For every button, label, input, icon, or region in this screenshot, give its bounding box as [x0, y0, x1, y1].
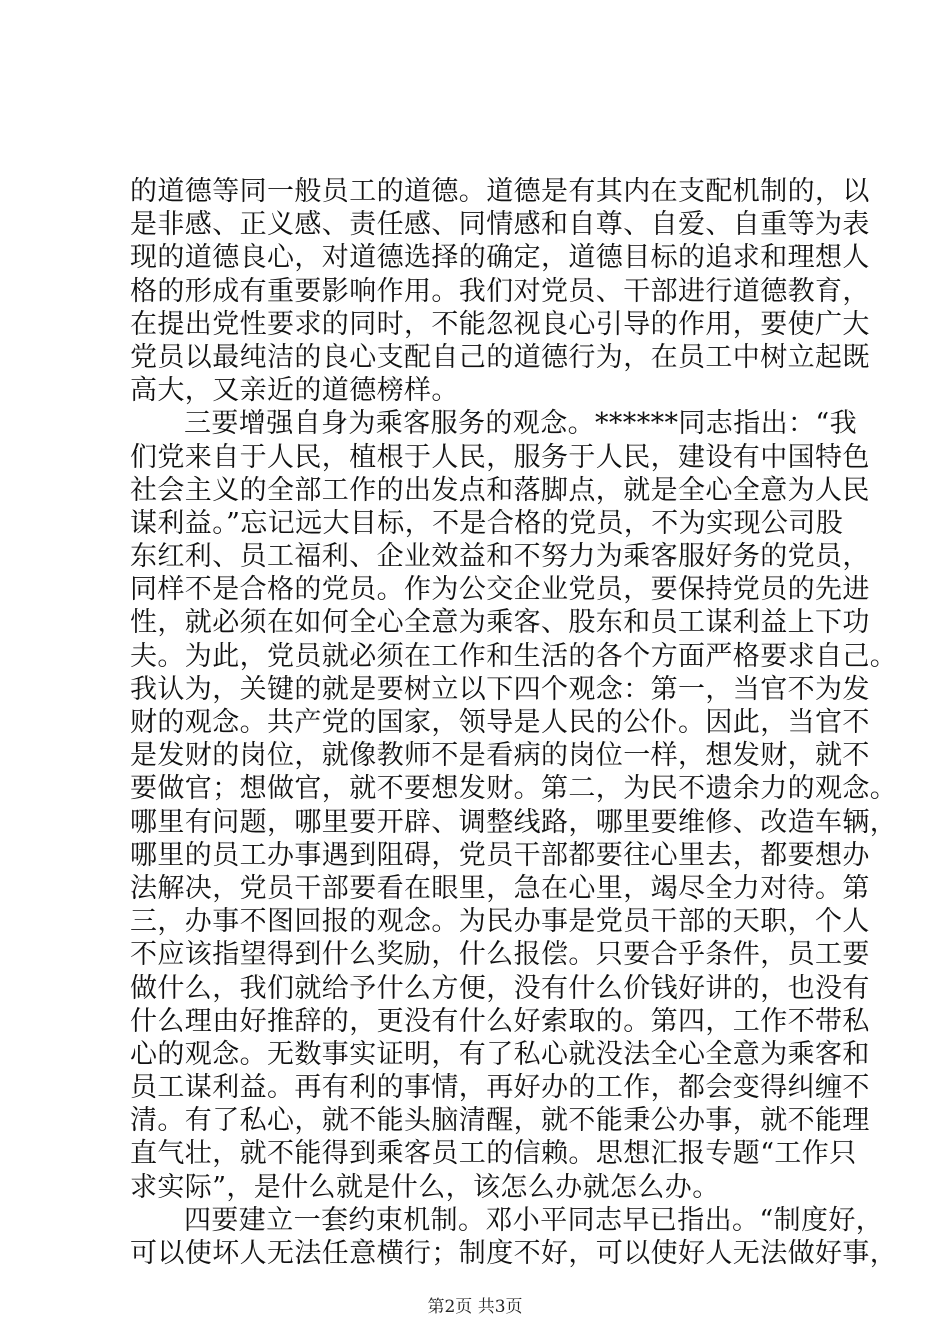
page-footer: 第2页 共3页	[427, 1297, 523, 1317]
text-line: 同样不是合格的党员。作为公交企业党员，要保持党员的先进	[130, 574, 870, 606]
text-line: 格的形成有重要影响作用。我们对党员、干部进行道德教育，	[130, 275, 870, 307]
text-line: 的道德等同一般员工的道德。道德是有其内在支配机制的，以	[130, 176, 870, 207]
text-line: 现的道德良心，对道德选择的确定，道德目标的追求和理想人	[130, 242, 870, 274]
text-line: 四要建立一套约束机制。邓小平同志早已指出。“制度好，	[184, 1204, 884, 1236]
text-line: 们党来自于人民，植根于人民，服务于人民，建设有中国特色	[130, 441, 870, 473]
text-line: 要做官；想做官，就不要想发财。第二，为民不遗余力的观念。	[130, 773, 898, 805]
text-line: 在提出党性要求的同时，不能忽视良心引导的作用，要使广大	[130, 308, 870, 340]
text-line: 心的观念。无数事实证明，有了私心就没法全心全意为乘客和	[130, 1038, 870, 1070]
text-line: 法解决，党员干部要看在眼里，急在心里，竭尽全力对待。第	[130, 872, 870, 904]
text-line: 高大，又亲近的道德榜样。	[130, 375, 459, 407]
text-line: 三，办事不图回报的观念。为民办事是党员干部的天职，个人	[130, 906, 870, 938]
text-line: 哪里的员工办事遇到阻碍，党员干部都要往心里去，都要想办	[130, 839, 870, 871]
text-line: 求实际”，是什么就是什么，该怎么办就怎么办。	[130, 1171, 720, 1203]
text-line: 夫。为此，党员就必须在工作和生活的各个方面严格要求自己。	[130, 640, 898, 672]
text-line: 直气壮，就不能得到乘客员工的信赖。思想汇报专题“工作只	[130, 1138, 857, 1170]
text-line: 做什么，我们就给予什么方便，没有什么价钱好讲的，也没有	[130, 972, 870, 1004]
body-text	[130, 175, 898, 1270]
text-line: 什么理由好推辞的，更没有什么好索取的。第四，工作不带私	[130, 1005, 870, 1037]
text-line: 社会主义的全部工作的出发点和落脚点，就是全心全意为人民	[130, 474, 870, 506]
text-line: 清。有了私心，就不能头脑清醒，就不能秉公办事，就不能理	[130, 1105, 870, 1137]
text-line: 是非感、正义感、责任感、同情感和自尊、自爱、自重等为表	[130, 209, 870, 241]
text-line: 谋利益。”忘记远大目标，不是合格的党员，不为实现公司股	[130, 507, 844, 539]
text-line: 员工谋利益。再有利的事情，再好办的工作，都会变得纠缠不	[130, 1072, 870, 1104]
text-line: 哪里有问题，哪里要开辟、调整线路，哪里要维修、改造车辆，	[130, 806, 898, 838]
text-line: 性，就必须在如何全心全意为乘客、股东和员工谋利益上下功	[130, 607, 870, 639]
text-line: 东红利、员工福利、企业效益和不努力为乘客服好务的党员，	[130, 541, 870, 573]
text-line: 三要增强自身为乘客服务的观念。******同志指出：“我	[184, 408, 858, 440]
text-line: 我认为，关键的就是要树立以下四个观念：第一，当官不为发	[130, 673, 870, 705]
text-line: 党员以最纯洁的良心支配自己的道德行为，在员工中树立起既	[130, 341, 870, 373]
text-line: 是发财的岗位，就像教师不是看病的岗位一样，想发财，就不	[130, 740, 870, 772]
text-line: 可以使坏人无法任意横行；制度不好，可以使好人无法做好事，	[130, 1238, 898, 1269]
text-line: 不应该指望得到什么奖励，什么报偿。只要合乎条件，员工要	[130, 939, 870, 971]
text-line: 财的观念。共产党的国家，领导是人民的公仆。因此，当官不	[130, 707, 870, 738]
